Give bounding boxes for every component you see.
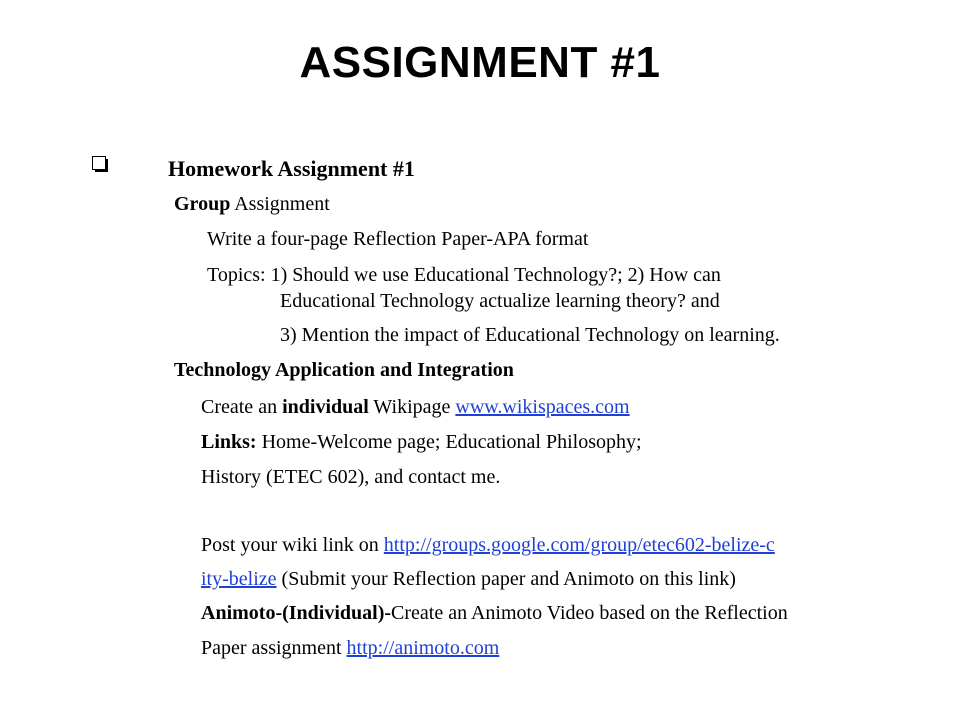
group-label-rest: Assignment xyxy=(230,193,330,215)
google-group-link-part1[interactable]: http://groups.google.com/group/etec602-belize-c xyxy=(383,534,775,556)
google-group-link-part2[interactable]: ity-belize xyxy=(201,568,277,590)
tech-heading: Technology Application and Integration xyxy=(174,359,514,381)
individual-label: individual xyxy=(282,396,369,418)
write-paper-line: Write a four-page Reflection Paper-APA format xyxy=(207,228,589,250)
paper-assignment-line xyxy=(201,636,499,660)
topics-line-1: Topics: 1) Should we use Educational Technology?; 2) How can xyxy=(207,264,721,286)
topics-line-3: 3) Mention the impact of Educational Technology on learning. xyxy=(280,324,780,346)
post-link-line-1 xyxy=(201,533,775,557)
slide-title: ASSIGNMENT #1 xyxy=(299,38,661,87)
post-link-line-2 xyxy=(201,567,736,591)
animoto-rest: Create an Animoto Video based on the Reflection xyxy=(391,602,788,624)
paper-prefix: Paper assignment xyxy=(201,637,347,659)
animoto-label: Animoto-(Individual)- xyxy=(201,602,392,624)
create-wikipage-line xyxy=(201,395,630,419)
links-label: Links: xyxy=(201,431,257,453)
animoto-link[interactable]: http://animoto.com xyxy=(346,637,500,659)
animoto-line xyxy=(201,601,788,625)
group-label: Group xyxy=(174,193,231,215)
homework-heading: Homework Assignment #1 xyxy=(168,156,415,181)
wikispaces-link[interactable]: www.wikispaces.com xyxy=(455,396,630,418)
post-suffix: (Submit your Reflection paper and Animoto on this link) xyxy=(276,568,736,590)
links-rest: Home-Welcome page; Educational Philosophy; xyxy=(256,431,642,453)
links-line xyxy=(201,430,642,454)
hollow-square-bullet-icon xyxy=(92,156,108,172)
create-prefix: Create an xyxy=(201,396,283,418)
post-prefix: Post your wiki link on xyxy=(201,534,384,556)
history-line: History (ETEC 602), and contact me. xyxy=(201,466,501,488)
create-mid: Wikipage xyxy=(368,396,456,418)
group-assignment-line xyxy=(174,192,330,216)
topics-line-2: Educational Technology actualize learning theory? and xyxy=(280,290,720,312)
